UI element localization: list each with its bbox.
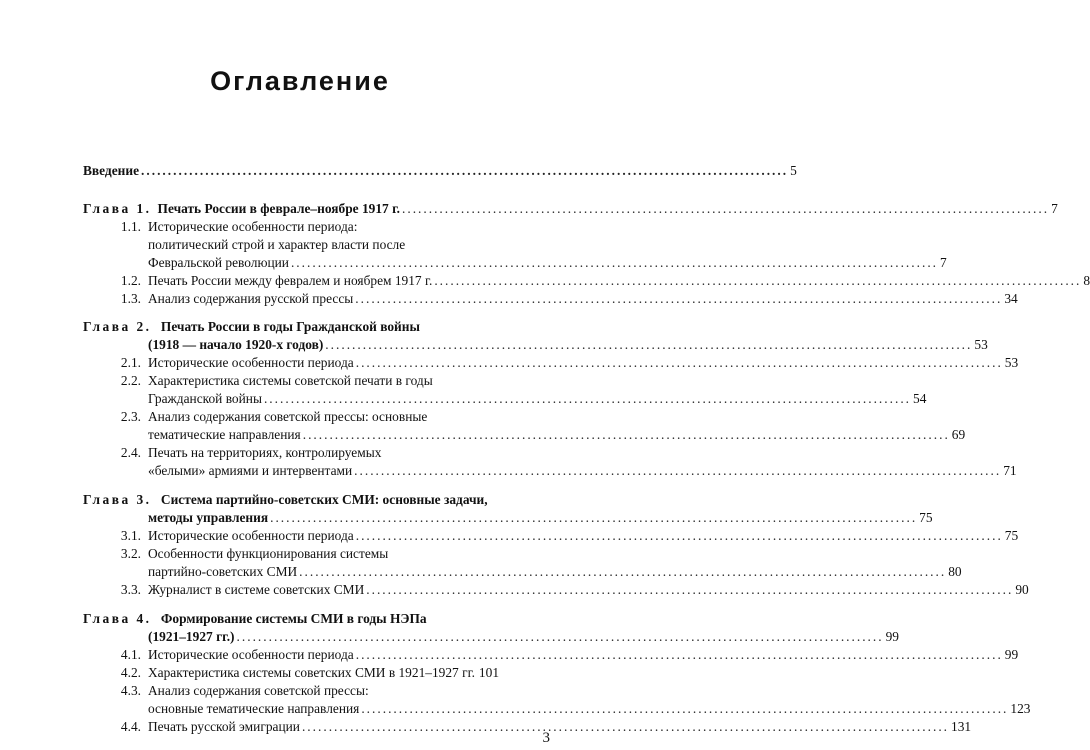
chapter-label: Глава 1.	[83, 201, 152, 216]
section-number: 2.2.	[120, 373, 141, 388]
chapter-title: Формирование системы СМИ в годы НЭПа	[160, 611, 427, 626]
toc-chapter-4[interactable]	[83, 610, 427, 627]
leader-dots: .........................................................................................................................	[355, 291, 1003, 306]
toc-entry-3-2[interactable]	[148, 563, 962, 580]
leader-dots: .........................................................................................................................	[263, 391, 912, 406]
section-text[interactable]: Характеристика системы советской печати в годы	[148, 373, 433, 388]
leader-dots: .........................................................................................................................	[355, 355, 1003, 370]
chapter-title: (1918 — начало 1920-х годов)	[148, 337, 324, 352]
chapter-label: Глава 2.	[83, 319, 152, 334]
leader-dots: .........................................................................................................................	[434, 273, 1082, 288]
toc-entry-1-1[interactable]	[148, 254, 947, 271]
chapter-label: Глава 3.	[83, 492, 152, 507]
toc-entry-1-3[interactable]	[148, 290, 1018, 307]
section-number: 4.1.	[120, 647, 141, 662]
leader-dots: .........................................................................................................................	[325, 337, 973, 352]
section-text: Исторические особенности периода	[148, 355, 354, 370]
leader-dots: .........................................................................................................................	[302, 427, 950, 442]
toc-page-number: 69	[951, 427, 966, 442]
section-text: тематические направления	[148, 427, 301, 442]
chapter-title: Печать России в годы Гражданской войны	[160, 319, 420, 334]
section-text[interactable]: Исторические особенности периода:	[148, 219, 358, 234]
toc-page-number: 71	[1003, 463, 1017, 478]
toc-chapter-4-cont[interactable]	[148, 628, 899, 645]
toc-page-number: 34	[1004, 291, 1018, 306]
section-number: 2.3.	[120, 409, 141, 424]
section-text: «белыми» армиями и интервентами	[148, 463, 353, 478]
leader-dots: .........................................................................................................................	[361, 701, 1009, 716]
section-number: 1.1.	[120, 219, 141, 234]
section-text: Журналист в системе советских СМИ	[148, 582, 365, 597]
section-text: Гражданской войны	[148, 391, 262, 406]
toc-entry-4-4[interactable]	[148, 718, 972, 735]
leader-dots: .........................................................................................................................	[141, 163, 789, 178]
toc-entry-3-3[interactable]	[148, 581, 1029, 598]
page-title: Оглавление	[210, 66, 390, 96]
section-number: 3.2.	[120, 546, 141, 561]
section-number: 1.3.	[120, 291, 141, 306]
leader-dots: .........................................................................................................................	[270, 510, 918, 525]
toc-page-number: 53	[1004, 355, 1019, 370]
leader-dots: .........................................................................................................................	[354, 463, 1002, 478]
leader-dots: .........................................................................................................................	[366, 582, 1014, 597]
toc-chapter-1[interactable]	[83, 200, 1058, 217]
toc-page-number: 99	[1004, 647, 1019, 662]
toc-page-number: 123	[1010, 701, 1031, 716]
toc-entry-2-3[interactable]	[148, 426, 966, 443]
toc-page-number: 99	[885, 629, 899, 644]
chapter-title: Система партийно-советских СМИ: основные задачи,	[160, 492, 488, 507]
toc-entry-2-1[interactable]	[148, 354, 1019, 371]
section-number: 4.4.	[120, 719, 141, 734]
section-text[interactable]: Печать на территориях, контролируемых	[148, 445, 382, 460]
section-number: 1.2.	[120, 273, 141, 288]
toc-page-number: 8	[1083, 273, 1090, 288]
toc-page-number: 5	[790, 163, 797, 178]
toc-entry-intro[interactable]	[83, 162, 797, 179]
section-text: политический строй и характер власти после	[148, 237, 406, 252]
toc-chapter-2[interactable]	[83, 318, 420, 335]
section-text: Характеристика системы советских СМИ в 1921–1927 гг.	[148, 665, 475, 680]
section-text[interactable]: Анализ содержания советской прессы:	[148, 683, 369, 698]
toc-page-number: 131	[951, 719, 972, 734]
section-text: Исторические особенности периода	[148, 647, 354, 662]
leader-dots: .........................................................................................................................	[355, 647, 1003, 662]
section-text[interactable]: Анализ содержания советской прессы: основные	[148, 409, 428, 424]
section-text: Февральской революции	[148, 255, 289, 270]
section-text: Анализ содержания русской прессы	[148, 291, 354, 306]
section-text: основные тематические направления	[148, 701, 360, 716]
toc-entry-4-2[interactable]	[148, 664, 498, 681]
toc-chapter-3[interactable]	[83, 491, 488, 508]
section-number: 2.4.	[120, 445, 141, 460]
leader-dots: .........................................................................................................................	[301, 719, 950, 734]
section-text[interactable]: Особенности функционирования системы	[148, 546, 389, 561]
toc-entry-2-2[interactable]	[148, 390, 927, 407]
page-number: 3	[542, 730, 550, 746]
leader-dots: .........................................................................................................................	[290, 255, 939, 270]
leader-dots: .........................................................................................................................	[402, 201, 1050, 216]
chapter-title: методы управления	[148, 510, 269, 525]
toc-page-number: 75	[1004, 528, 1019, 543]
section-number: 4.2.	[120, 665, 141, 680]
toc-page-number: 80	[948, 564, 962, 579]
section-text: Печать русской эмиграции	[148, 719, 300, 734]
toc-page-number: 90	[1015, 582, 1029, 597]
chapter-title: (1921–1927 гг.)	[148, 629, 235, 644]
toc-page-number: 54	[913, 391, 927, 406]
toc-page-number: 7	[940, 255, 947, 270]
leader-dots: .........................................................................................................................	[299, 564, 947, 579]
toc-entry-4-1[interactable]	[148, 646, 1019, 663]
toc-chapter-3-cont[interactable]	[148, 509, 933, 526]
toc-entry-2-4[interactable]	[148, 462, 1017, 479]
leader-dots: .........................................................................................................................	[236, 629, 884, 644]
section-number: 4.3.	[120, 683, 141, 698]
section-text: партийно-советских СМИ	[148, 564, 298, 579]
section-text: Печать России между февралем и ноябрем 1917 г.	[148, 273, 433, 288]
toc-page-number: 75	[919, 510, 933, 525]
chapter-label: Глава 4.	[83, 611, 152, 626]
toc-entry-4-3[interactable]	[148, 700, 1031, 717]
section-number: 3.1.	[120, 528, 141, 543]
toc-page-number: 7	[1051, 201, 1058, 216]
toc-entry-text: Введение	[83, 163, 140, 178]
toc-entry-1-2[interactable]	[148, 272, 1090, 289]
section-text: Исторические особенности периода	[148, 528, 354, 543]
toc-chapter-2-cont[interactable]	[148, 336, 988, 353]
toc-page-number: 53	[974, 337, 988, 352]
section-number: 3.3.	[120, 582, 141, 597]
leader-dots: .........................................................................................................................	[355, 528, 1003, 543]
toc-page-number: 101	[478, 665, 500, 680]
section-number: 2.1.	[120, 355, 141, 370]
chapter-title: Печать России в феврале–ноябре 1917 г.	[157, 201, 400, 216]
toc-entry-3-1[interactable]	[148, 527, 1019, 544]
